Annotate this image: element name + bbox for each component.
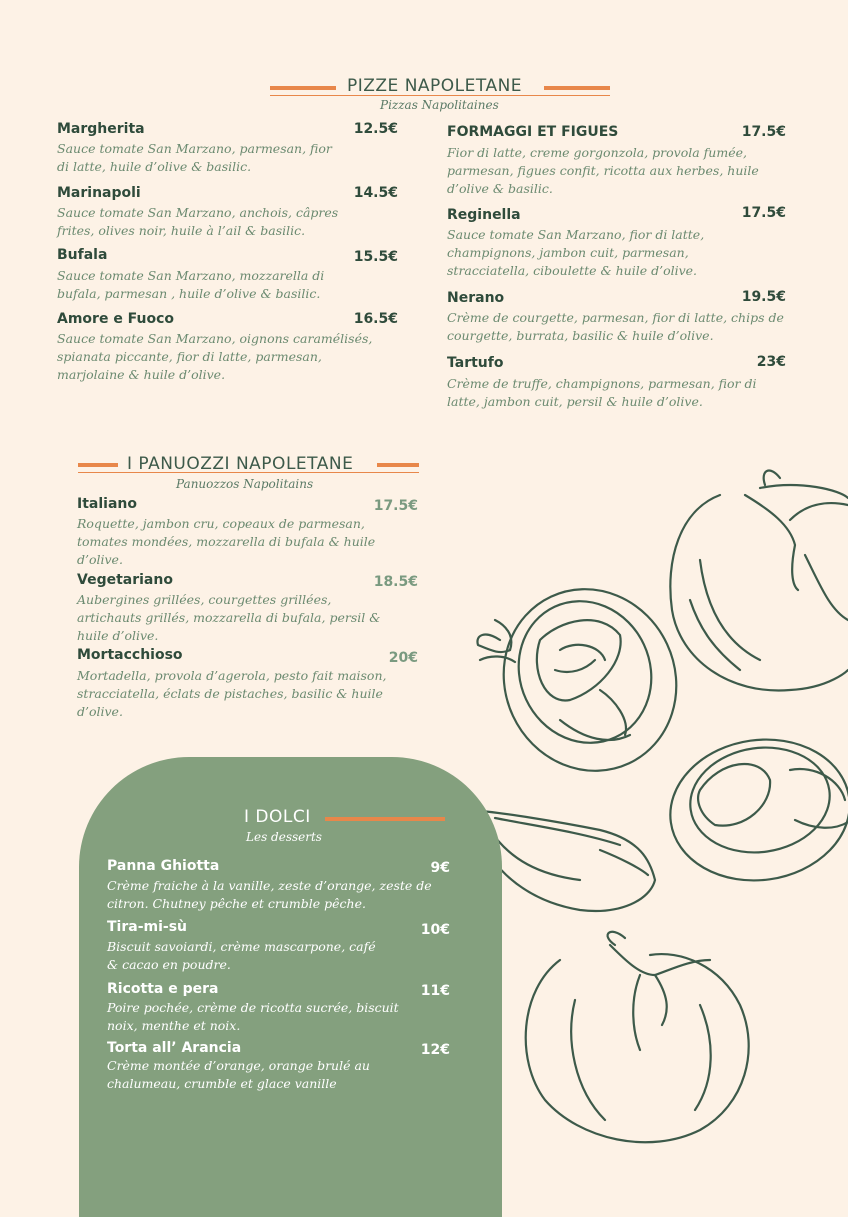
menu-item-name: Marinapoli <box>57 185 141 201</box>
section-subtitle-dolci: Les desserts <box>246 830 322 844</box>
section-title-panuozzi: I PANUOZZI NAPOLETANE <box>127 454 354 474</box>
menu-item-price: 23€ <box>756 354 786 370</box>
menu-item-desc: Aubergines grillées, courgettes grillées, artichauts grillés, mozzarella di bufala, persil & huile d’olive. <box>77 592 381 643</box>
menu-item-desc: Crème montée d’orange, orange brulé au chalumeau, crumble et glace vanille <box>107 1058 370 1091</box>
menu-item-name: Torta all’ Arancia <box>107 1040 242 1056</box>
menu-item-price: 16.5€ <box>353 311 398 327</box>
menu-item-desc: Sauce tomate San Marzano, parmesan, fior di latte, huile d’olive & basilic. <box>57 141 332 174</box>
menu-item-price: 12€ <box>420 1042 450 1058</box>
menu-item-name: Amore e Fuoco <box>57 311 175 327</box>
title-bar-left <box>78 463 118 467</box>
menu-item-price: 18.5€ <box>373 574 418 590</box>
menu-item-price: 20€ <box>388 650 418 666</box>
title-bar-left <box>270 86 336 90</box>
menu-item-name: Vegetariano <box>77 572 173 588</box>
menu-item-price: 10€ <box>420 922 450 938</box>
menu-item-name: FORMAGGI ET FIGUES <box>447 124 619 140</box>
menu-item-name: Ricotta e pera <box>107 981 219 997</box>
menu-item-price: 17.5€ <box>741 205 786 221</box>
menu-item-name: Reginella <box>447 207 521 223</box>
menu-item-price: 14.5€ <box>353 185 398 201</box>
menu-item-desc: Fior di latte, creme gorgonzola, provola fumée, parmesan, figues confit, ricotta aux herbes, huile d’olive & basilic. <box>447 145 759 196</box>
menu-item-price: 17.5€ <box>373 498 418 514</box>
menu-item-price: 15.5€ <box>353 249 398 265</box>
section-title-pizze: PIZZE NAPOLETANE <box>347 76 523 96</box>
menu-item-desc: Sauce tomate San Marzano, fior di latte, champignons, jambon cuit, parmesan, stracciatella, ciboulette & huile d’olive. <box>447 227 705 278</box>
menu-item-name: Tira-mi-sù <box>107 919 188 935</box>
menu-item-name: Margherita <box>57 121 145 137</box>
menu-item-price: 17.5€ <box>741 124 786 140</box>
title-bar-right <box>544 86 610 90</box>
menu-item-desc: Sauce tomate San Marzano, anchois, câpres frites, olives noir, huile à l’ail & basilic. <box>57 205 339 238</box>
menu-item-name: Mortacchioso <box>77 647 183 663</box>
menu-item-desc: Roquette, jambon cru, copeaux de parmesan, tomates mondées, mozzarella di bufala & huile d’olive. <box>77 516 376 567</box>
menu-item-desc: Mortadella, provola d’agerola, pesto fait maison, stracciatella, éclats de pistaches, basilic & huile d’olive. <box>77 668 387 719</box>
section-subtitle-panuozzi: Panuozzos Napolitains <box>176 477 314 491</box>
menu-item-desc: Crème fraiche à la vanille, zeste d’orange, zeste de citron. Chutney pêche et crumble pêche. <box>107 878 432 911</box>
menu-item-price: 12.5€ <box>353 121 398 137</box>
menu-item-price: 11€ <box>420 983 450 999</box>
section-subtitle-pizze: Pizzas Napolitaines <box>380 98 499 112</box>
menu-item-desc: Sauce tomate San Marzano, oignons caramélisés, spianata piccante, fior di latte, parmesan, marjolaine & huile d’olive. <box>57 331 373 382</box>
menu-item-desc: Poire pochée, crème de ricotta sucrée, biscuit noix, menthe et noix. <box>107 1000 399 1033</box>
menu-item-name: Italiano <box>77 496 137 512</box>
title-bar-right <box>377 463 419 467</box>
menu-item-name: Bufala <box>57 247 108 263</box>
menu-item-price: 9€ <box>430 860 450 876</box>
menu-item-desc: Crème de truffe, champignons, parmesan, fior di latte, jambon cuit, persil & huile d’olive. <box>447 376 757 409</box>
menu-item-name: Panna Ghiotta <box>107 858 220 874</box>
menu-item-name: Nerano <box>447 290 505 306</box>
section-title-dolci: I DOLCI <box>244 807 311 827</box>
title-bar-right <box>325 817 445 821</box>
menu-item-price: 19.5€ <box>741 289 786 305</box>
menu-item-desc: Sauce tomate San Marzano, mozzarella di bufala, parmesan , huile d’olive & basilic. <box>57 268 325 301</box>
menu-item-name: Tartufo <box>447 355 504 371</box>
menu-item-desc: Biscuit savoiardi, crème mascarpone, café & cacao en poudre. <box>107 939 376 972</box>
menu-item-desc: Crème de courgette, parmesan, fior di latte, chips de courgette, burrata, basilic & huile d’olive. <box>447 310 784 343</box>
